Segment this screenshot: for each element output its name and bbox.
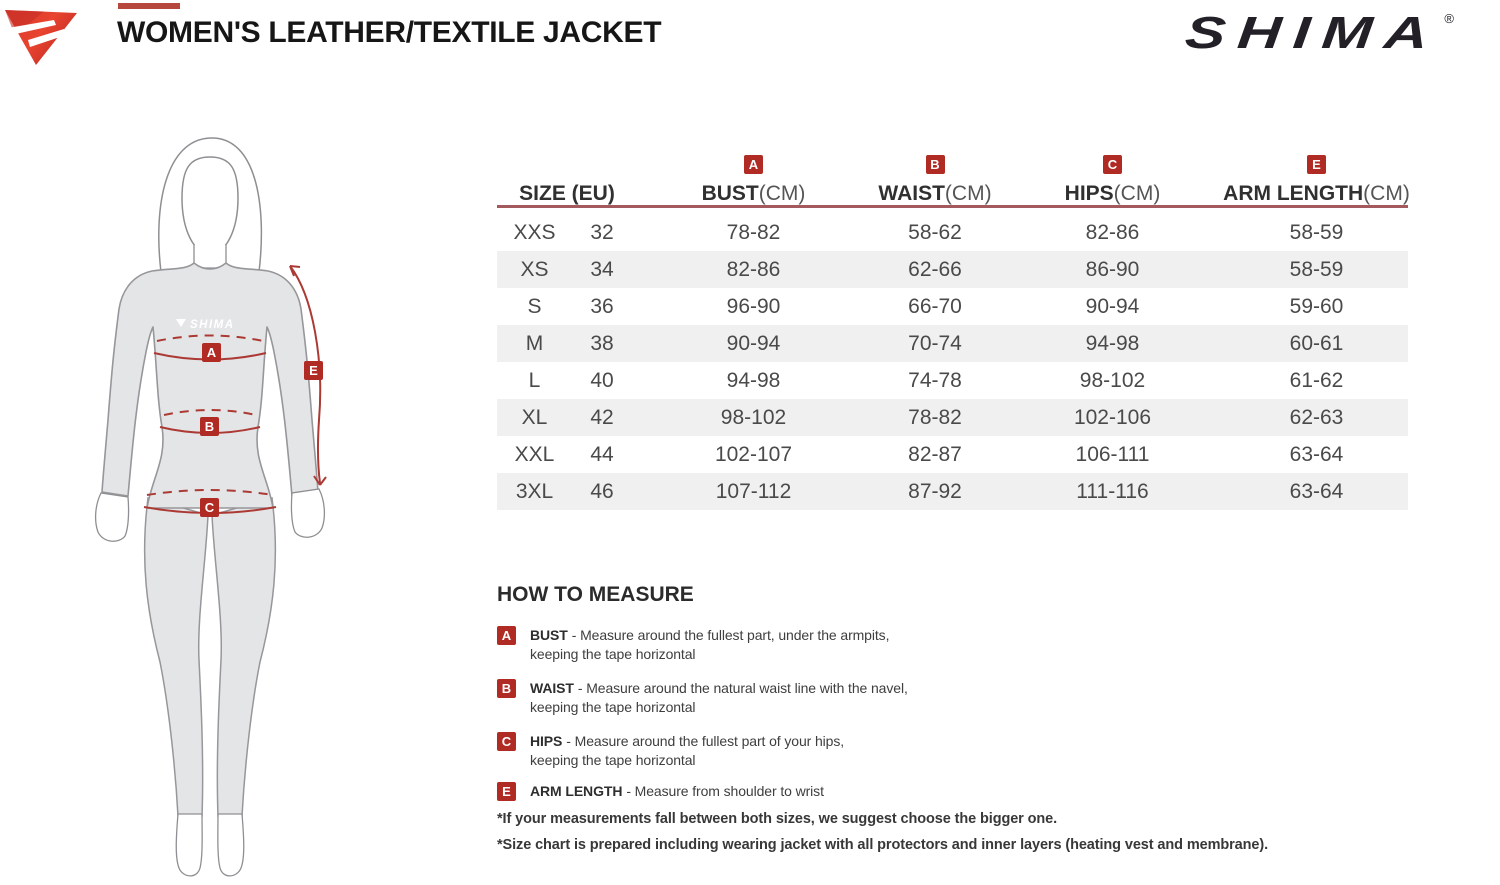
badge-b: B	[497, 679, 516, 698]
cell-eu: 46	[590, 479, 614, 503]
cell-eu: 42	[590, 405, 614, 429]
badge-e: E	[497, 782, 516, 801]
header-hips	[1000, 155, 1225, 205]
left-hand	[96, 493, 129, 541]
measure-line2: keeping the tape horizontal	[530, 752, 696, 768]
table-row	[497, 362, 1408, 399]
cell-waist: 58-62	[908, 220, 962, 244]
how-to-measure-section	[497, 584, 1407, 855]
marker-e-label: E	[309, 363, 318, 378]
cell-size: XS	[520, 257, 549, 281]
cell-arm: 63-64	[1289, 442, 1344, 466]
measurement-figure	[0, 0, 460, 885]
cell-arm: 58-59	[1289, 220, 1344, 244]
cell-waist: 70-74	[908, 331, 962, 355]
footnote-chart-preparation: *Size chart is prepared including wearing jacket with all protectors and inner layers (heating vest and membrane).	[497, 837, 1269, 853]
brand-wordmark: SHIMA	[1183, 7, 1443, 58]
marker-c-label: C	[204, 500, 215, 515]
measure-line2: keeping the tape horizontal	[530, 699, 696, 715]
cell-hips: 90-94	[1085, 294, 1140, 318]
cell-hips: 102-106	[1073, 405, 1152, 429]
chest-logo-text: SHIMA	[190, 319, 235, 331]
cell-waist: 66-70	[908, 294, 962, 318]
cell-bust: 96-90	[726, 294, 781, 318]
cell-size: L	[528, 368, 541, 392]
cell-arm: 63-64	[1289, 479, 1344, 503]
measure-item-bust	[497, 626, 1407, 664]
cell-size: 3XL	[515, 479, 554, 503]
table-row	[497, 473, 1408, 510]
footnote-between-sizes: *If your measurements fall between both sizes, we suggest choose the bigger one.	[497, 811, 1058, 827]
measure-line1: - Measure from shoulder to wrist	[626, 783, 824, 799]
cell-waist: 87-92	[908, 479, 962, 503]
cell-hips: 106-111	[1075, 442, 1150, 466]
header-arm-unit: (CM)	[1363, 182, 1410, 205]
marker-a-label: A	[206, 345, 217, 360]
measure-item-text	[530, 732, 844, 770]
measure-item-text	[530, 782, 824, 801]
how-to-measure-heading: HOW TO MEASURE	[497, 583, 694, 606]
cell-waist: 82-87	[908, 442, 962, 466]
header-hips-unit: (CM)	[1113, 182, 1161, 205]
measure-term: WAIST	[530, 680, 574, 696]
header-bust-unit: (CM)	[758, 182, 806, 205]
measure-item-text	[530, 679, 908, 717]
badge-e: E	[1307, 155, 1326, 174]
cell-arm: 62-63	[1289, 405, 1344, 429]
left-foot	[176, 814, 202, 876]
neck	[194, 245, 226, 268]
badge-b: B	[926, 155, 945, 174]
cell-eu: 36	[590, 294, 614, 318]
cell-bust: 98-102	[720, 405, 787, 429]
cell-eu: 44	[590, 442, 614, 466]
measure-term: BUST	[530, 627, 568, 643]
brand-logo	[1183, 7, 1454, 58]
right-leg	[212, 498, 275, 816]
right-foot	[218, 814, 244, 876]
badge-c: C	[497, 732, 516, 751]
table-row	[497, 214, 1408, 251]
right-hand	[291, 489, 324, 537]
cell-size: S	[527, 294, 542, 318]
registered-trademark-icon: ®	[1444, 11, 1454, 26]
header-arm-length	[1225, 155, 1408, 205]
cell-eu: 38	[590, 331, 614, 355]
header-arm-label: ARM LENGTH	[1223, 182, 1364, 205]
badge-a: A	[497, 626, 516, 645]
cell-bust: 82-86	[726, 257, 781, 281]
cell-waist: 62-66	[908, 257, 962, 281]
table-row	[497, 399, 1408, 436]
header-size-label: SIZE (EU)	[519, 182, 615, 205]
cell-hips: 82-86	[1085, 220, 1140, 244]
cell-bust: 94-98	[726, 368, 781, 392]
cell-bust: 102-107	[714, 442, 793, 466]
measure-term: ARM LENGTH	[530, 783, 623, 799]
table-row	[497, 251, 1408, 288]
measure-line1: - Measure around the natural waist line with the navel,	[577, 680, 908, 696]
marker-b-label: B	[204, 419, 215, 434]
cell-arm: 60-61	[1289, 331, 1344, 355]
table-row	[497, 288, 1408, 325]
size-table-header	[497, 145, 1408, 205]
cell-size: M	[525, 331, 544, 355]
header-bust-label: BUST	[701, 182, 759, 205]
cell-eu: 32	[590, 220, 614, 244]
left-leg	[145, 498, 208, 816]
cell-size: XXL	[514, 442, 555, 466]
face	[182, 157, 238, 254]
measure-line1: - Measure around the fullest part, under the armpits,	[571, 627, 890, 643]
cell-arm: 59-60	[1289, 294, 1344, 318]
cell-size: XL	[521, 405, 548, 429]
measure-item-hips	[497, 732, 1407, 770]
badge-a: A	[744, 155, 763, 174]
measure-item-arm-length	[497, 782, 1407, 801]
cell-size: XXS	[513, 220, 556, 244]
cell-eu: 34	[590, 257, 614, 281]
size-table-body	[497, 208, 1408, 510]
measure-line2: keeping the tape horizontal	[530, 646, 696, 662]
page-title: WOMEN'S LEATHER/TEXTILE JACKET	[117, 16, 662, 49]
table-row	[497, 325, 1408, 362]
cell-bust: 107-112	[715, 479, 792, 503]
cell-hips: 98-102	[1079, 368, 1146, 392]
header-waist	[870, 155, 1000, 205]
cell-waist: 74-78	[908, 368, 962, 392]
header-bust	[637, 155, 870, 205]
cell-eu: 40	[590, 368, 614, 392]
measure-line1: - Measure around the fullest part of your hips,	[566, 733, 845, 749]
header-waist-label: WAIST	[878, 182, 945, 205]
header-waist-unit: (CM)	[944, 182, 992, 205]
size-table	[497, 145, 1408, 510]
cell-bust: 90-94	[726, 331, 781, 355]
cell-arm: 61-62	[1289, 368, 1344, 392]
measure-item-waist	[497, 679, 1407, 717]
cell-hips: 111-116	[1076, 479, 1149, 503]
cell-bust: 78-82	[726, 220, 781, 244]
header-size	[497, 182, 637, 205]
measure-term: HIPS	[530, 733, 563, 749]
cell-hips: 86-90	[1085, 257, 1140, 281]
cell-arm: 58-59	[1289, 257, 1344, 281]
torso-and-arms	[102, 263, 318, 508]
measure-item-text	[530, 626, 889, 664]
badge-c: C	[1103, 155, 1122, 174]
cell-hips: 94-98	[1085, 331, 1140, 355]
table-row	[497, 436, 1408, 473]
cell-waist: 78-82	[908, 405, 962, 429]
header-hips-label: HIPS	[1064, 182, 1114, 205]
